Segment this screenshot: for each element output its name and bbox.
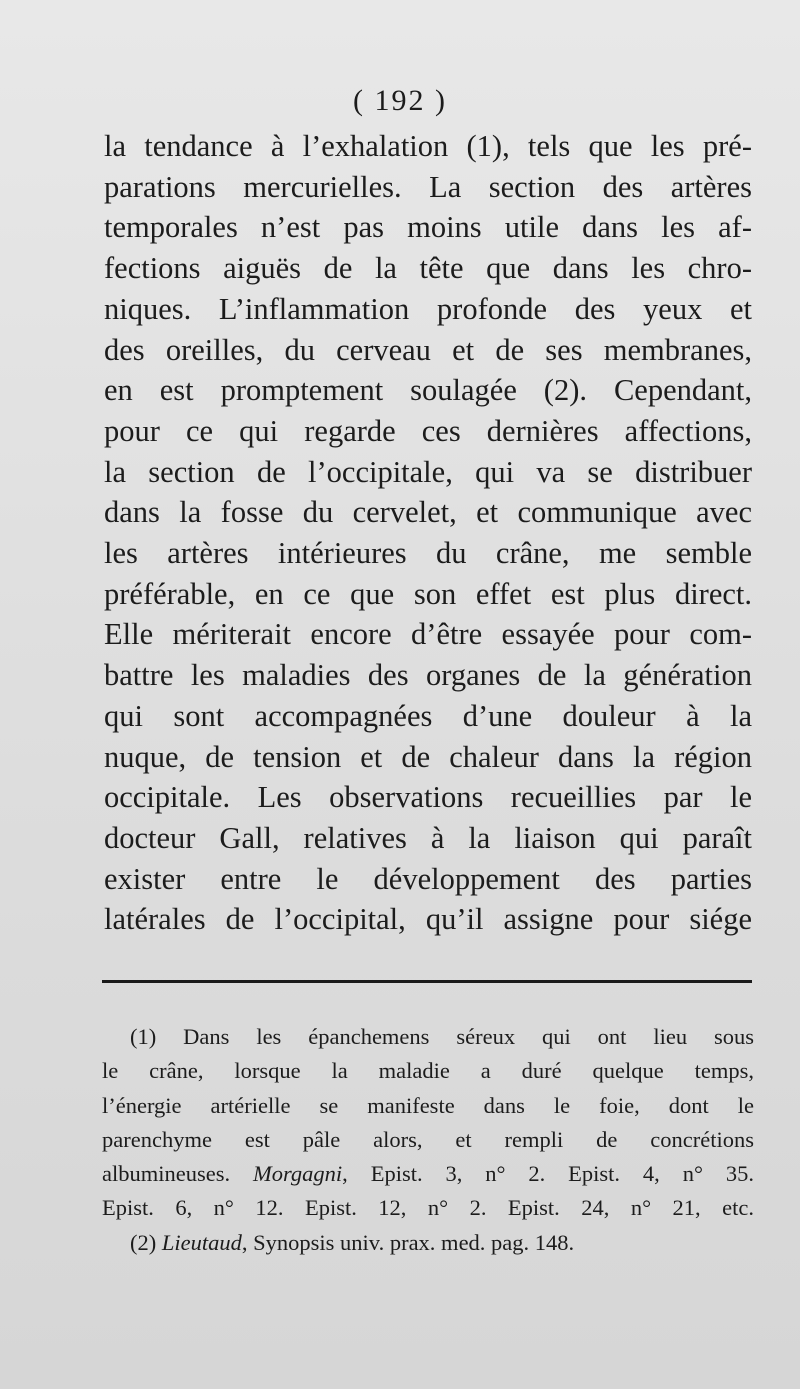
body-line: nuque, de tension et de chaleur dans la région [104, 739, 752, 774]
body-line: dans la fosse du cervelet, et communique avec [104, 495, 752, 530]
body-line: temporales n’est pas moins utile dans les af- [104, 210, 752, 245]
footnote-marker: (2) [130, 1229, 162, 1255]
footnote-line [102, 1226, 754, 1260]
footnote-line: l’énergie artérielle se manifeste dans le foie, dont le [102, 1092, 754, 1118]
footnote-line: Epist. 6, n° 12. Epist. 12, n° 2. Epist. 24, n° 21, etc. [102, 1195, 754, 1221]
body-line: exister entre le développement des parties [104, 861, 752, 896]
body-line: latérales de l’occipital, qu’il assigne pour siége [104, 902, 752, 937]
footnote-line: le crâne, lorsque la maladie a duré quelque temps, [102, 1058, 754, 1084]
body-line: qui sont accompagnées d’une douleur à la [104, 698, 752, 733]
body-line: occipitale. Les observations recueillies par le [104, 780, 752, 815]
footnote-author: Morgagni [253, 1161, 343, 1187]
footnote-line: parenchyme est pâle alors, et rempli de concrétions [102, 1126, 754, 1152]
footnote-text: albumineuses. [102, 1161, 253, 1187]
body-text [104, 126, 752, 940]
footnote-line: (1) Dans les épanchemens séreux qui ont lieu sous [130, 1024, 754, 1049]
body-line: battre les maladies des organes de la génération [104, 658, 752, 693]
body-line: Elle mériterait encore d’être essayée pour com- [104, 617, 752, 652]
page-number: ( 192 ) [353, 84, 447, 117]
body-line: pour ce qui regarde ces dernières affections, [104, 413, 752, 448]
body-line: niques. L’inflammation profonde des yeux et [104, 291, 752, 326]
body-line: fections aiguës de la tête que dans les chro- [104, 251, 752, 286]
footnote-line [102, 1157, 754, 1191]
footnote-text: , Epist. 3, n° 2. Epist. 4, n° 35. [342, 1161, 754, 1187]
body-line: en est promptement soulagée (2). Cependant, [104, 373, 752, 408]
footnote-divider [102, 980, 752, 983]
body-line: la section de l’occipitale, qui va se distribuer [104, 454, 752, 489]
body-line: des oreilles, du cerveau et de ses membranes, [104, 332, 752, 367]
footnote-author: Lieutaud [161, 1229, 242, 1255]
body-line: les artères intérieures du crâne, me semble [104, 536, 752, 571]
footnote-text: , Synopsis univ. prax. med. pag. 148. [241, 1229, 575, 1255]
footnotes [102, 1020, 754, 1260]
body-line: la tendance à l’exhalation (1), tels que les pré- [104, 129, 752, 163]
body-line: parations mercurielles. La section des artères [104, 169, 752, 204]
footnote-2 [102, 1226, 754, 1260]
footnote-1 [102, 1020, 754, 1226]
body-line: docteur Gall, relatives à la liaison qui paraît [104, 820, 752, 855]
body-line: préférable, en ce que son effet est plus direct. [104, 576, 752, 611]
